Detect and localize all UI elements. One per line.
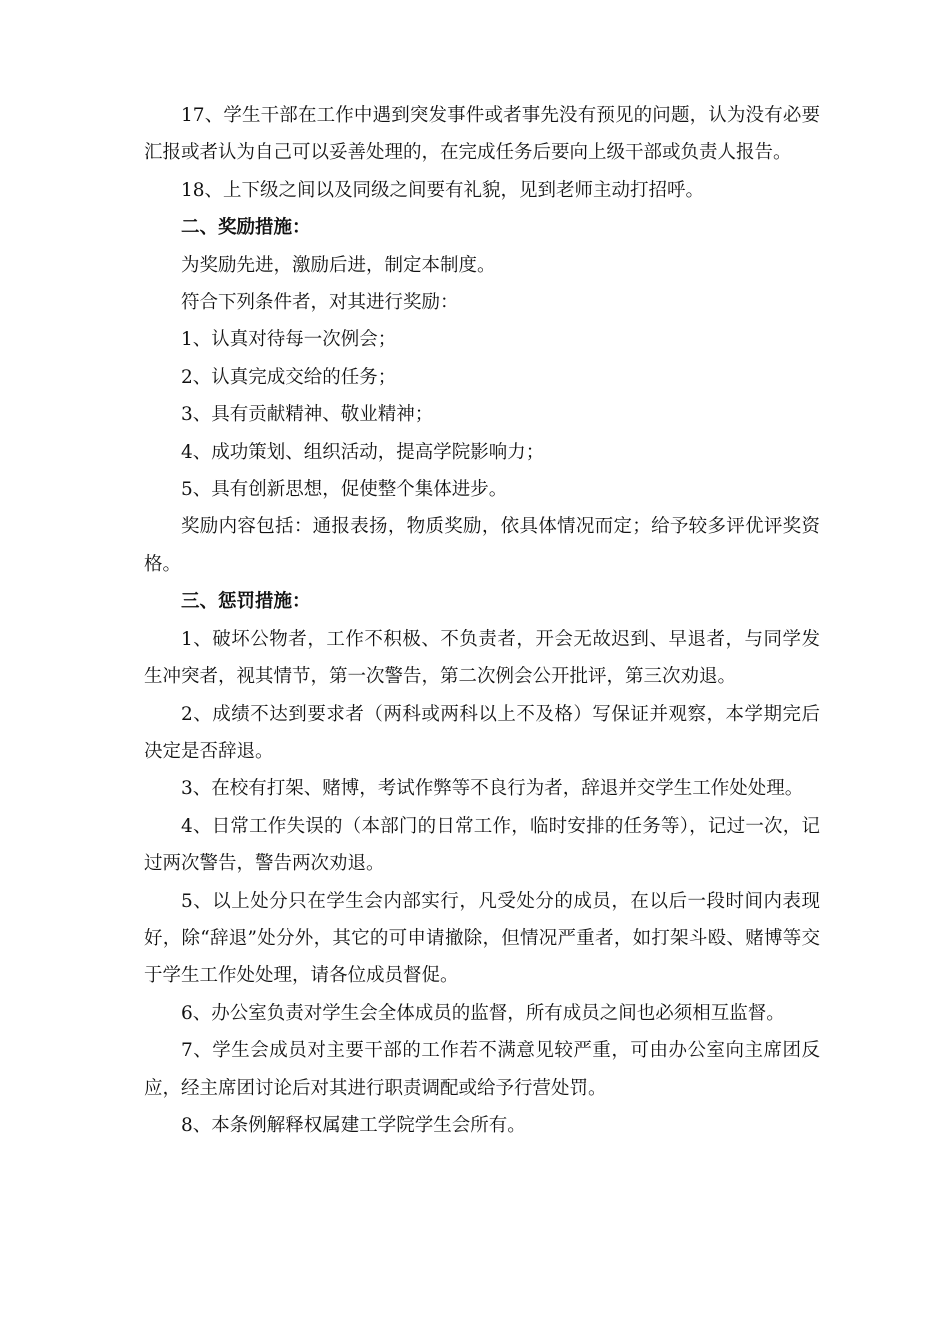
rewards-conditions-intro: 符合下列条件者，对其进行奖励： — [181, 292, 459, 314]
reward-condition-1: 1、认真对待每一次例会； — [181, 329, 397, 351]
section-heading-rewards: 二、奖励措施： — [181, 217, 311, 239]
paragraph-item-18: 18、上下级之间以及同级之间要有礼貌，见到老师主动打招呼。 — [181, 179, 705, 201]
reward-content: 奖励内容包括：通报表扬，物质奖励，依具体情况而定；给予较多评优评奖资格。 — [144, 516, 820, 575]
penalty-item-5: 5、以上处分只在学生会内部实行，凡受处分的成员，在以后一段时间内表现好，除“辞退”处分外，其它的可申请撤除，但情况严重者，如打架斗殴、赌博等交于学生工作处处理，请各位成员督促。 — [144, 890, 820, 987]
reward-condition-5: 5、具有创新思想，促使整个集体进步。 — [181, 479, 508, 501]
penalty-item-8: 8、本条例解释权属建工学院学生会所有。 — [181, 1114, 526, 1136]
section-heading-penalties: 三、惩罚措施： — [181, 591, 311, 613]
penalty-item-7: 7、学生会成员对主要干部的工作若不满意见较严重，可由办公室向主席团反应，经主席团讨论后对其进行职责调配或给予行营处罚。 — [144, 1040, 820, 1099]
reward-condition-2: 2、认真完成交给的任务； — [181, 366, 397, 388]
rewards-purpose: 为奖励先进，激励后进，制定本制度。 — [181, 254, 496, 276]
penalty-item-2: 2、成绩不达到要求者（两科或两科以上不及格）写保证并观察，本学期完后决定是否辞退。 — [144, 703, 820, 762]
reward-condition-4: 4、成功策划、组织活动，提高学院影响力； — [181, 441, 545, 463]
penalty-item-4: 4、日常工作失误的（本部门的日常工作，临时安排的任务等），记过一次，记过两次警告，警告两次劝退。 — [144, 815, 820, 875]
penalty-item-6: 6、办公室负责对学生会全体成员的监督，所有成员之间也必须相互监督。 — [181, 1002, 785, 1024]
reward-condition-3: 3、具有贡献精神、敬业精神； — [181, 404, 434, 426]
penalty-item-3: 3、在校有打架、赌博，考试作弊等不良行为者，辞退并交学生工作处处理。 — [181, 778, 804, 800]
penalty-item-1: 1、破坏公物者，工作不积极、不负责者，开会无故迟到、早退者，与同学发生冲突者，视其情节，第一次警告，第二次例会公开批评，第三次劝退。 — [144, 628, 820, 688]
paragraph-item-17: 17、学生干部在工作中遇到突发事件或者事先没有预见的问题，认为没有必要汇报或者认为自己可以妥善处理的，在完成任务后要向上级干部或负责人报告。 — [144, 105, 820, 164]
document-body — [144, 97, 820, 1144]
